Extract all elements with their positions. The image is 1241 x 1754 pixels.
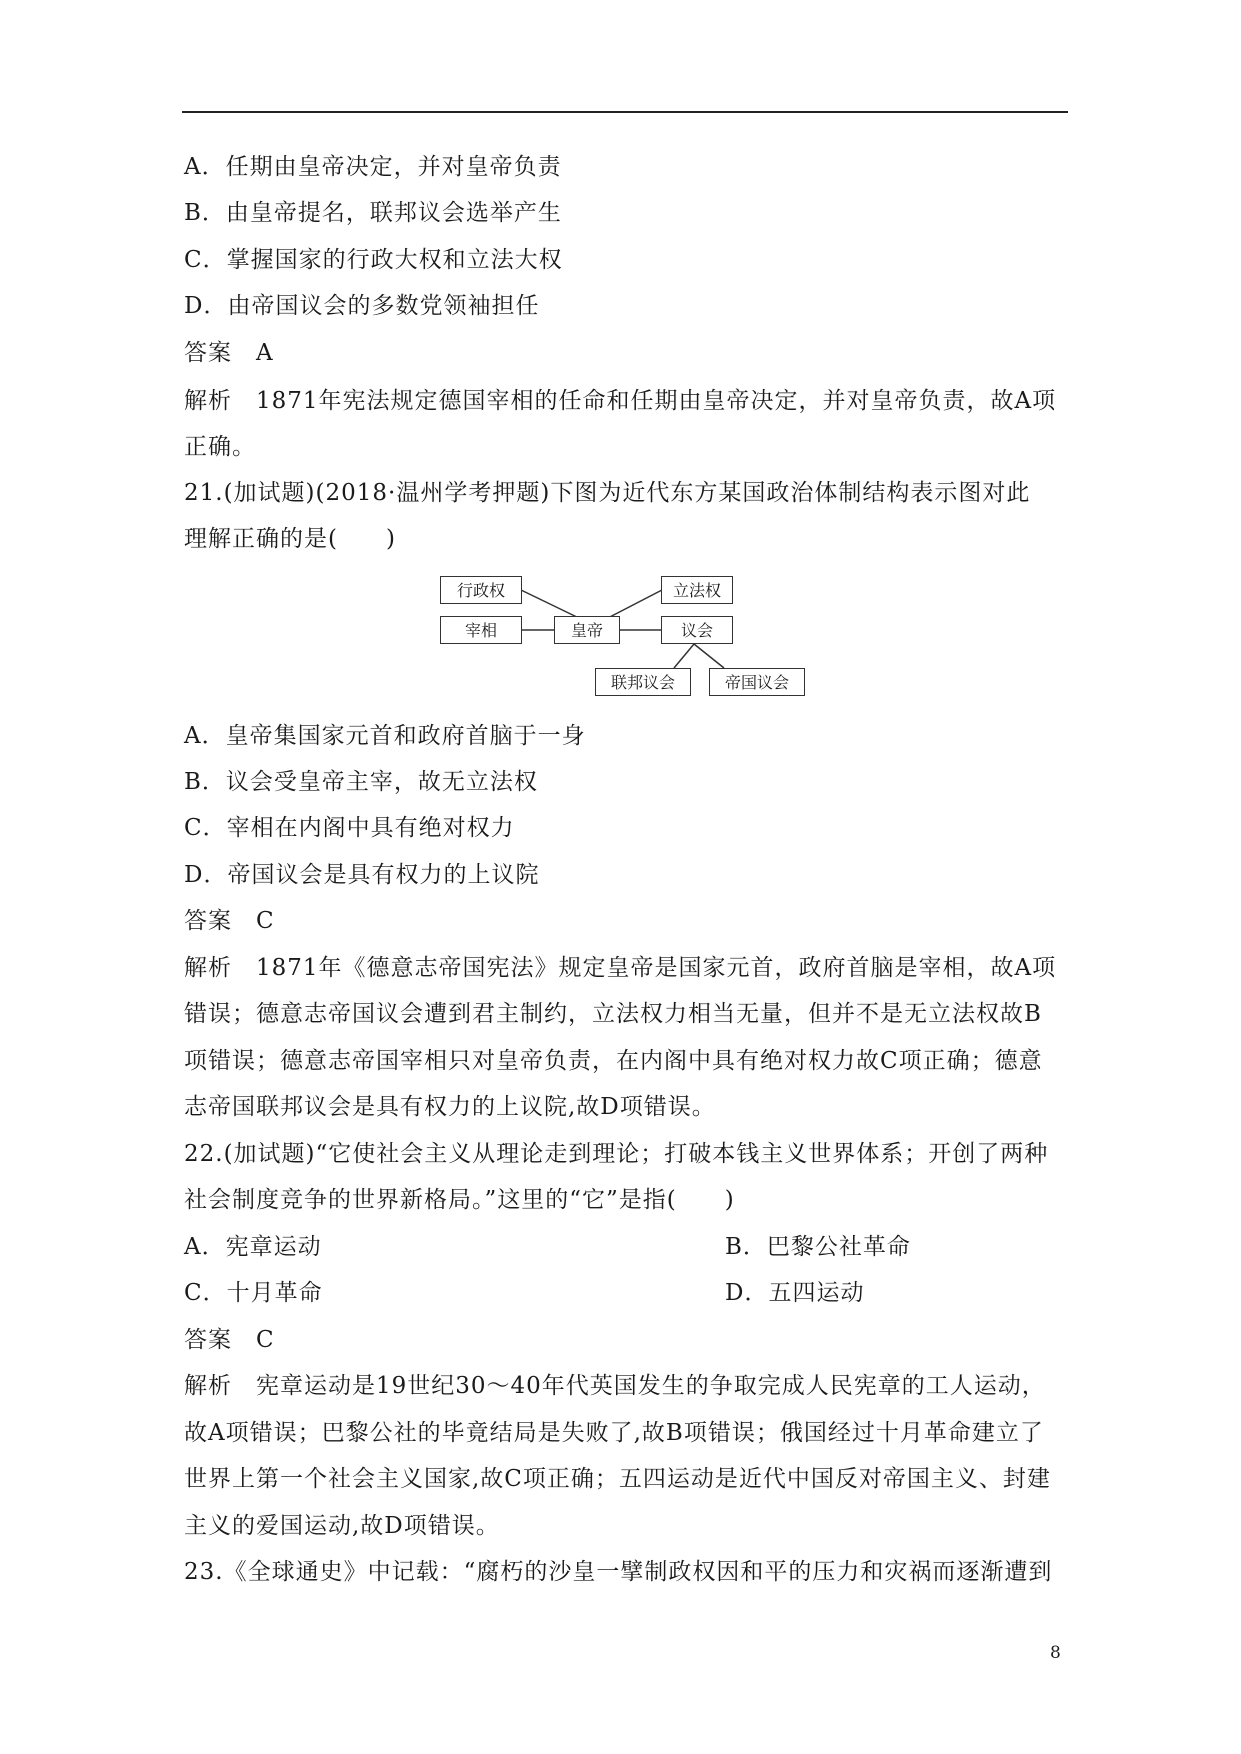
political-structure-diagram	[440, 576, 810, 710]
q22-option-d: D．五四运动	[725, 1280, 865, 1306]
q22-option-a: A．宪章运动	[184, 1234, 322, 1260]
q21-analysis-line-1: 解析 1871年《德意志帝国宪法》规定皇帝是国家元首，政府首脑是宰相，故A项	[184, 955, 1057, 981]
q21-analysis-line-3: 项错误；德意志帝国宰相只对皇帝负责，在内阁中具有绝对权力故C项正确；德意	[184, 1048, 1043, 1074]
q20-option-b: B．由皇帝提名，联邦议会选举产生	[184, 200, 562, 226]
q20-option-d: D．由帝国议会的多数党领袖担任	[184, 293, 540, 319]
reichstag-box: 帝国议会	[709, 668, 805, 696]
q20-option-a: A．任期由皇帝决定，并对皇帝负责	[184, 154, 562, 180]
q21-answer: 答案 C	[184, 908, 275, 934]
q22-answer: 答案 C	[184, 1327, 275, 1353]
q22-analysis-line-2: 故A项错误；巴黎公社的毕竟结局是失败了,故B项错误；俄国经过十月革命建立了	[184, 1420, 1044, 1446]
header-rule	[182, 111, 1068, 113]
q22-stem-line-2: 社会制度竞争的世界新格局。”这里的“它”是指( )	[184, 1187, 735, 1213]
q20-answer: 答案 A	[184, 340, 274, 366]
q22-analysis-line-1: 解析 宪章运动是19世纪30～40年代英国发生的争取完成人民宪章的工人运动，	[184, 1373, 1046, 1399]
legislative-power-box: 立法权	[661, 576, 733, 604]
q21-option-c: C．宰相在内阁中具有绝对权力	[184, 815, 515, 841]
q22-option-c: C．十月革命	[184, 1280, 323, 1306]
q22-option-b: B．巴黎公社革命	[725, 1234, 911, 1260]
executive-power-box: 行政权	[440, 576, 522, 604]
q22-analysis-line-4: 主义的爱国运动,故D项错误。	[184, 1513, 500, 1539]
q23-stem: 23.《全球通史》中记载：“腐朽的沙皇一擘制政权因和平的压力和灾祸而逐渐遭到	[184, 1559, 1053, 1585]
q21-stem-line-2: 理解正确的是( )	[184, 526, 396, 552]
q22-options-row-2	[184, 1278, 865, 1308]
chancellor-box: 宰相	[440, 616, 522, 644]
q22-stem-line-1: 22.(加试题)“它使社会主义从理论走到理论；打破本钱主义世界体系；开创了两种	[184, 1141, 1049, 1167]
emperor-box: 皇帝	[554, 616, 620, 644]
q20-option-c: C．掌握国家的行政大权和立法大权	[184, 247, 563, 273]
bundesrat-box: 联邦议会	[595, 668, 691, 696]
q22-options-row-1	[184, 1232, 911, 1262]
q20-analysis-line-2: 正确。	[184, 434, 256, 460]
q21-analysis-line-2: 错误；德意志帝国议会遭到君主制约，立法权力相当无量，但并不是无立法权故B	[184, 1001, 1042, 1027]
q21-stem-line-1: 21.(加试题)(2018·温州学考押题)下图为近代东方某国政治体制结构表示图对此	[184, 480, 1031, 506]
q21-analysis-line-4: 志帝国联邦议会是具有权力的上议院,故D项错误。	[184, 1094, 716, 1120]
q21-option-d: D．帝国议会是具有权力的上议院	[184, 862, 540, 888]
q21-option-b: B．议会受皇帝主宰，故无立法权	[184, 769, 538, 795]
q20-analysis-line-1: 解析 1871年宪法规定德国宰相的任命和任期由皇帝决定，并对皇帝负责，故A项	[184, 388, 1057, 414]
connector-parliament-reichstag	[694, 644, 724, 668]
page-number: 8	[1050, 1643, 1061, 1663]
parliament-box: 议会	[661, 616, 733, 644]
q22-analysis-line-3: 世界上第一个社会主义国家,故C项正确；五四运动是近代中国反对帝国主义、封建	[184, 1466, 1051, 1492]
connector-parliament-bundesrat	[674, 644, 694, 668]
q21-option-a: A．皇帝集国家元首和政府首脑于一身	[184, 723, 586, 749]
